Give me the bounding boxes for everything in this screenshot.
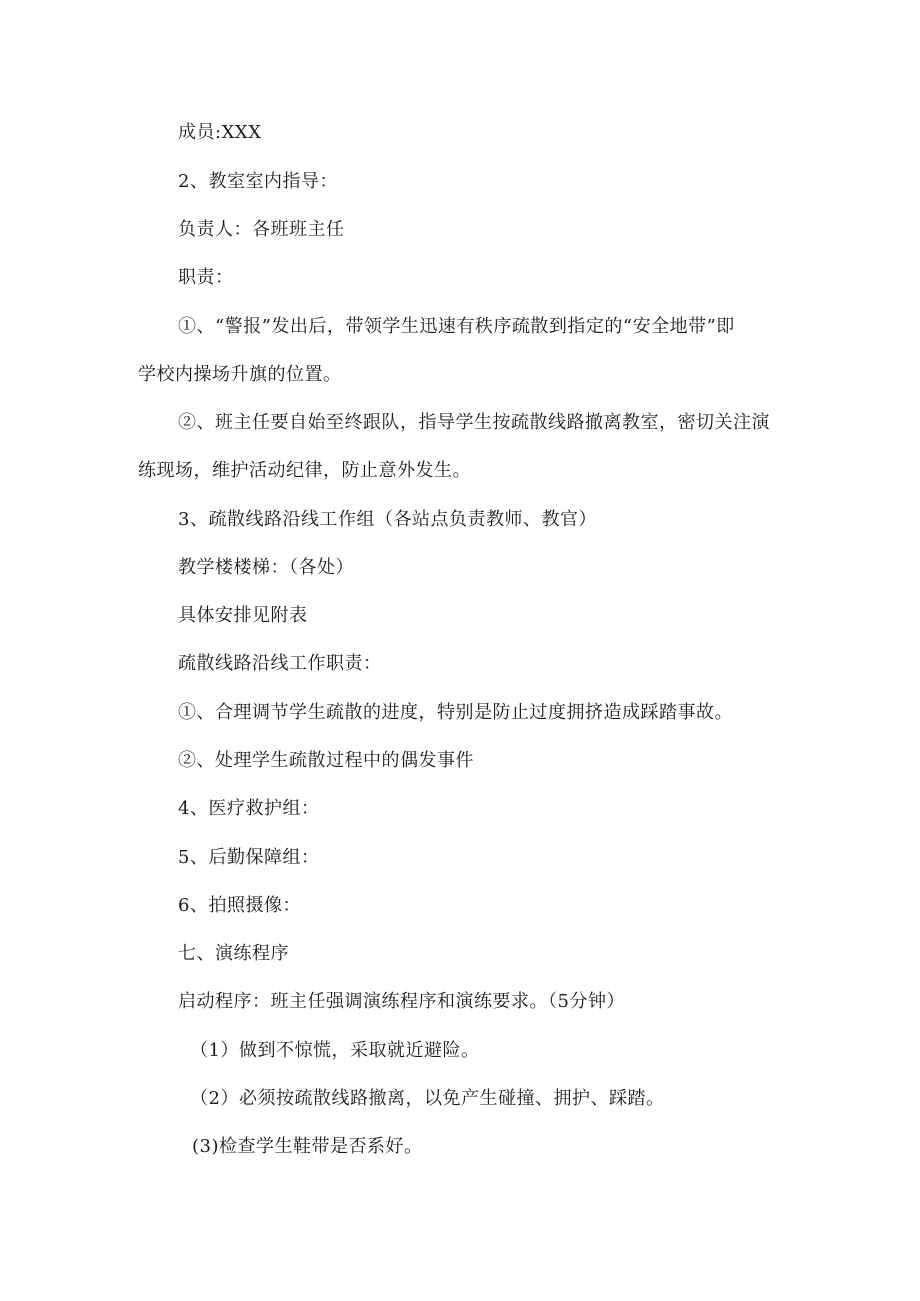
- section-2-heading: 2、教室室内指导：: [178, 171, 338, 192]
- section-7-heading: 七、演练程序: [178, 943, 289, 964]
- procedure-item-1: （1）做到不惊慌，采取就近避险。: [190, 1040, 480, 1061]
- section-5-heading: 5、后勤保障组：: [178, 847, 320, 868]
- duty-1-line-1: ①、“警报”发出后，带领学生迅速有秩序疏散到指定的“安全地带”即: [178, 316, 735, 337]
- section-4-heading: 4、医疗救护组：: [178, 798, 320, 819]
- duty-2-line-2: 练现场，维护活动纪律，防止意外发生。: [138, 460, 471, 481]
- procedure-item-3: (3)检查学生鞋带是否系好。: [192, 1136, 423, 1157]
- members-line: 成员:XXX: [178, 122, 262, 143]
- startup-procedure-line: 启动程序：班主任强调演练程序和演练要求。（5分钟）: [178, 991, 625, 1012]
- duties-label: 职责：: [178, 267, 234, 288]
- duty-1-line-2: 学校内操场升旗的位置。: [138, 364, 342, 385]
- duty-2-line-1: ②、班主任要自始至终跟队，指导学生按疏散线路撤离教室，密切关注演: [178, 412, 770, 433]
- stairs-line: 教学楼楼梯：（各处）: [178, 557, 354, 578]
- route-duties-label: 疏散线路沿线工作职责：: [178, 653, 382, 674]
- route-duty-1: ①、合理调节学生疏散的进度，特别是防止过度拥挤造成踩踏事故。: [178, 702, 733, 723]
- section-6-heading: 6、拍照摄像：: [178, 895, 301, 916]
- responsible-line: 负责人：各班班主任: [178, 219, 345, 240]
- procedure-item-2: （2）必须按疏散线路撤离，以免产生碰撞、拥护、踩踏。: [190, 1088, 665, 1109]
- section-3-heading: 3、疏散线路沿线工作组（各站点负责教师、教官）: [178, 509, 597, 530]
- arrangement-line: 具体安排见附表: [178, 605, 308, 626]
- route-duty-2: ②、处理学生疏散过程中的偶发事件: [178, 750, 474, 771]
